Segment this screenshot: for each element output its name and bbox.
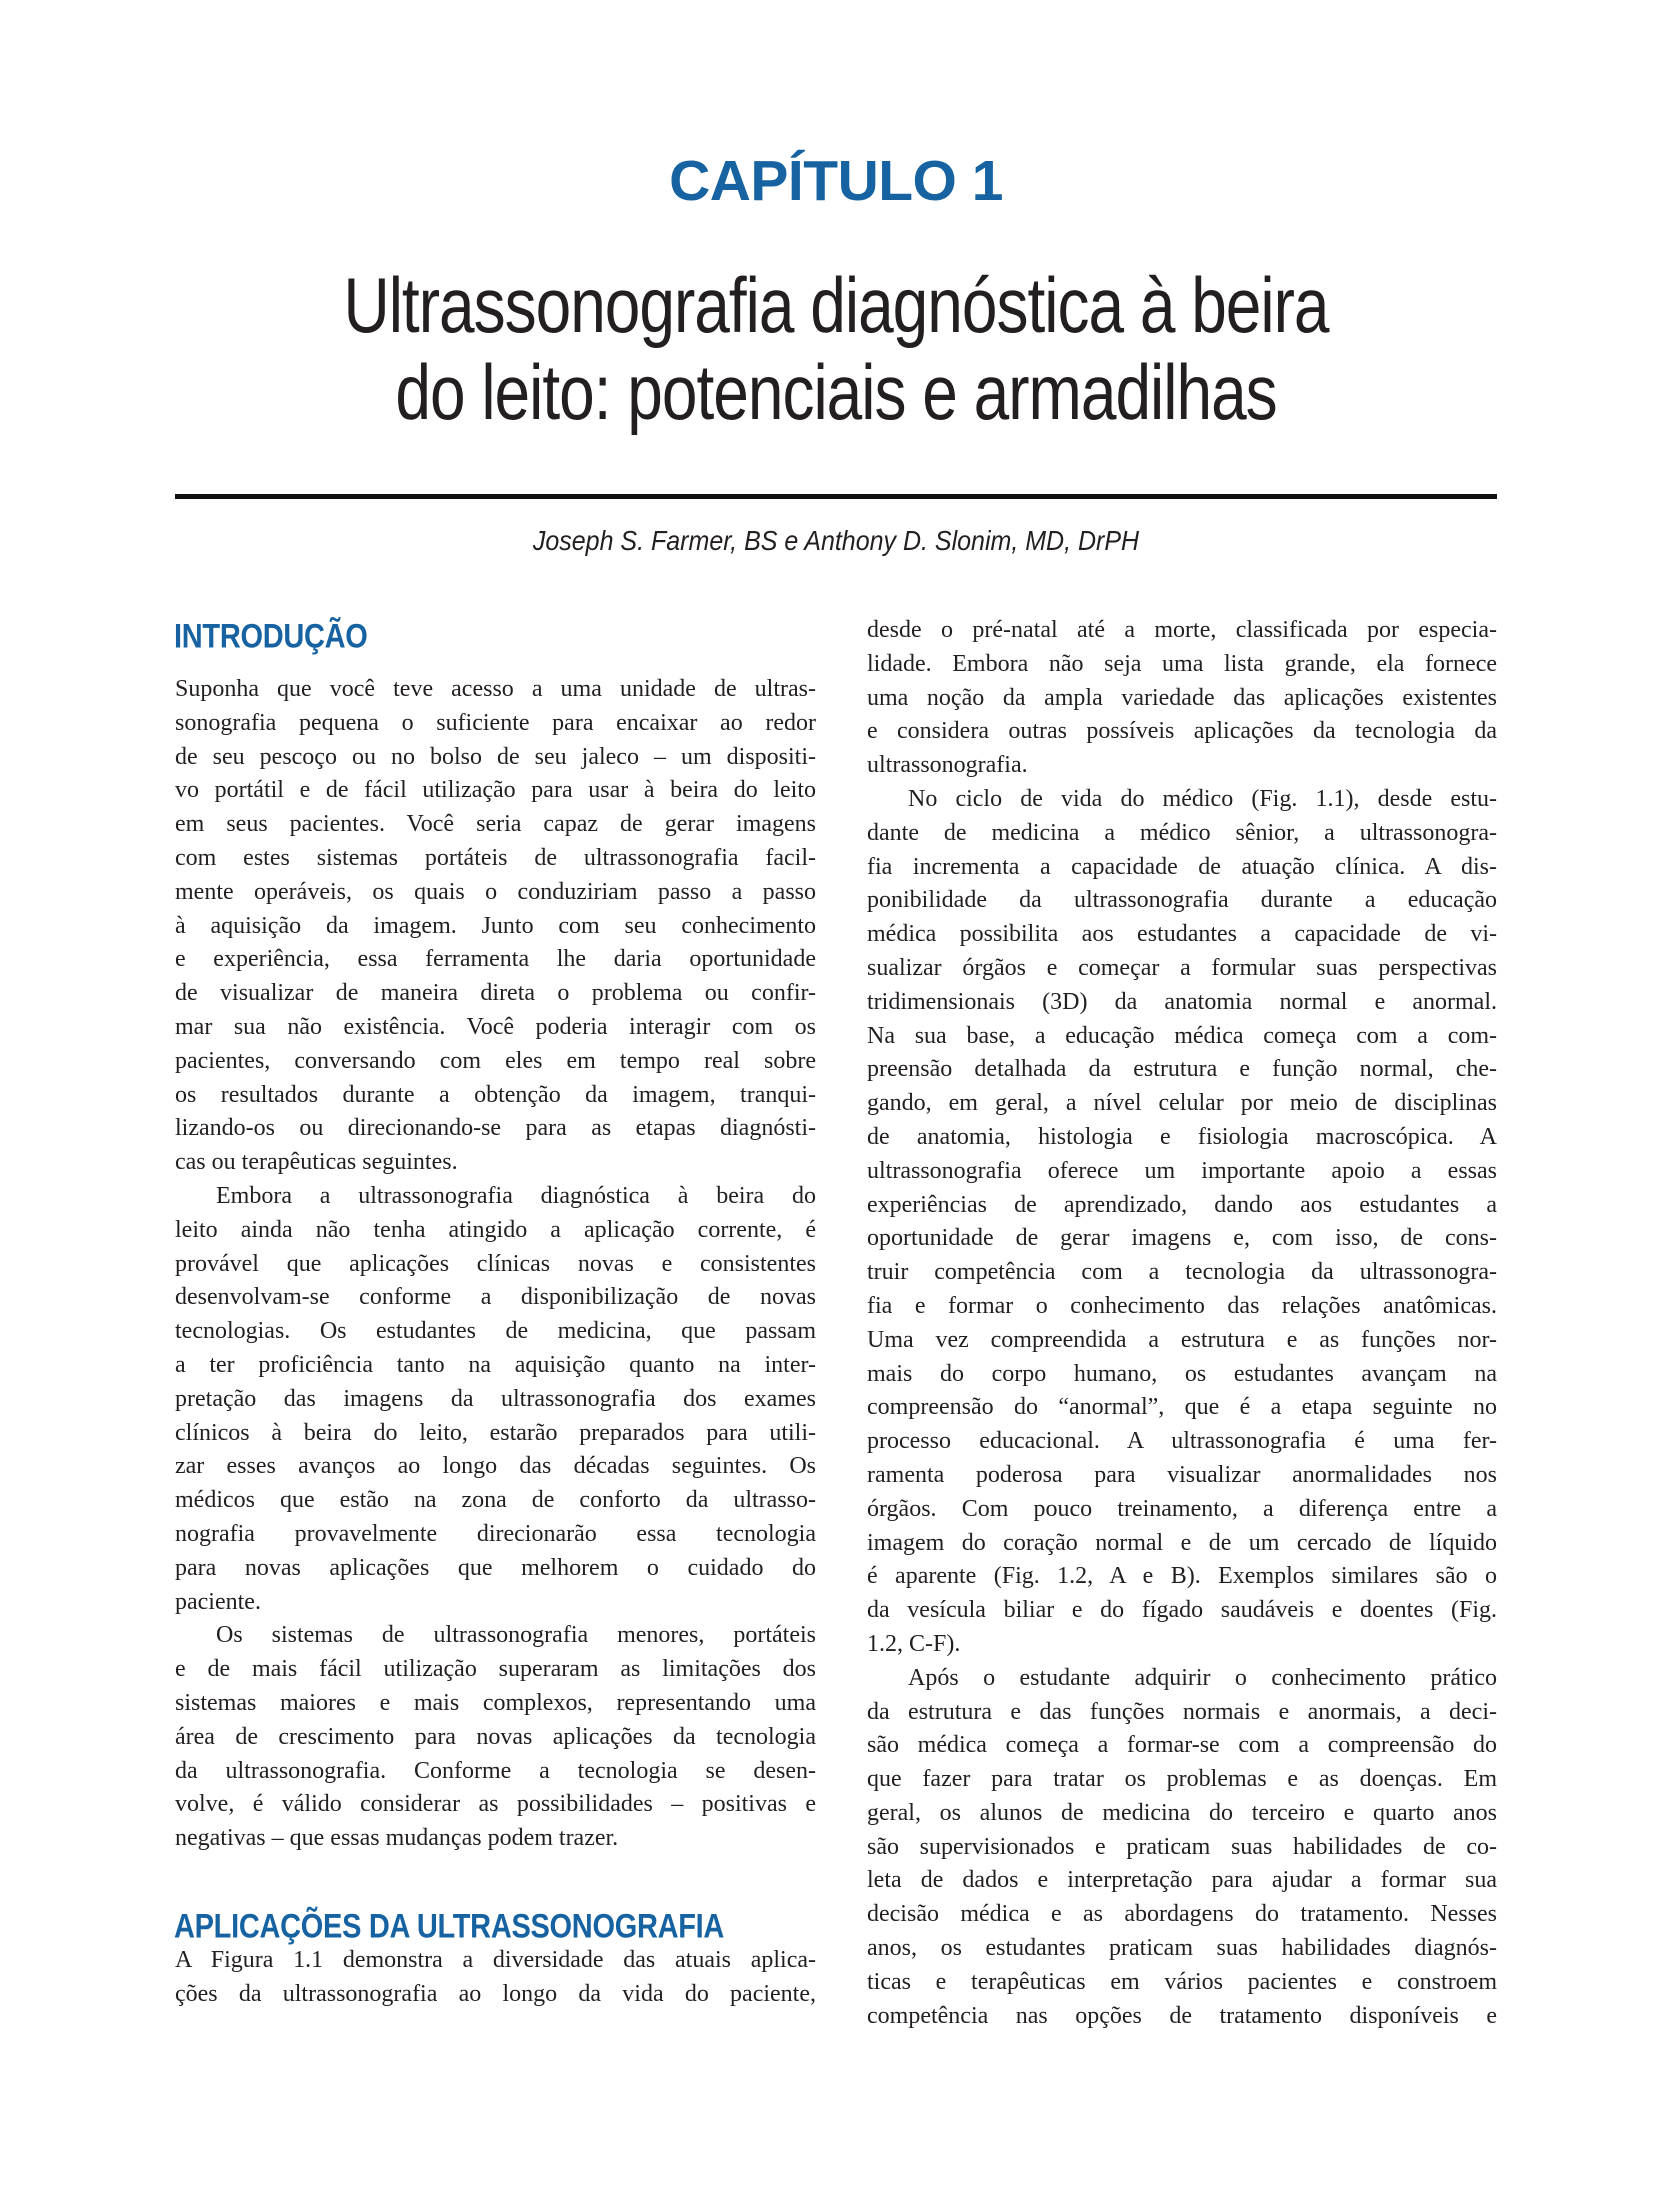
text-line: ponibilidade da ultrassonografia durante a educação	[867, 887, 1497, 914]
text-line: tecnologias. Os estudantes de medicina, que passam	[175, 1318, 816, 1345]
text-line: e considera outras possíveis aplicações da tecnologia da	[867, 718, 1497, 745]
paragraph	[867, 783, 1497, 1662]
text-line: da vesícula biliar e do fígado saudáveis e doentes (Fig.	[867, 1597, 1497, 1624]
text-line: nografia provavelmente direcionarão essa tecnologia	[175, 1520, 816, 1547]
text-line: mar sua não existência. Você poderia interagir com os	[175, 1013, 816, 1040]
text-line: Suponha que você teve acesso a uma unidade de ultras-	[175, 676, 816, 702]
authors-line: Joseph S. Farmer, BS e Anthony D. Slonim, MD, DrPH	[532, 525, 1140, 557]
text-line: uma noção da ampla variedade das aplicações existentes	[867, 684, 1497, 711]
text-line: os resultados durante a obtenção da imagem, tranqui-	[175, 1081, 816, 1108]
text-line: e experiência, essa ferramenta lhe daria oportunidade	[175, 946, 816, 973]
text-line: desenvolvam-se conforme a disponibilização de novas	[175, 1284, 816, 1311]
text-line: anos, os estudantes praticam suas habilidades diagnós-	[867, 1935, 1497, 1962]
text-line: a ter proficiência tanto na aquisição quanto na inter-	[175, 1351, 816, 1378]
text-line: pretação das imagens da ultrassonografia dos exames	[175, 1385, 816, 1412]
text-line: médica possibilita aos estudantes a capacidade de vi-	[867, 921, 1497, 948]
text-line: volve, é válido considerar as possibilidades – positivas e	[175, 1791, 816, 1818]
text-line: Na sua base, a educação médica começa com a com-	[867, 1022, 1497, 1049]
text-line: dante de medicina a médico sênior, a ultrassonogra-	[867, 819, 1497, 846]
text-line: gando, em geral, a nível celular por meio de disciplinas	[867, 1090, 1497, 1117]
text-line: de seu pescoço ou no bolso de seu jaleco – um dispositi-	[175, 743, 816, 770]
left-column-applications-text	[175, 1944, 816, 2012]
section-heading-aplicacoes: APLICAÇÕES DA ULTRASSONOGRAFIA	[174, 1907, 725, 1946]
text-line: ções da ultrassonografia ao longo da vida do paciente,	[175, 1980, 816, 2007]
text-line: compreensão do “anormal”, que é a etapa seguinte no	[867, 1394, 1497, 1421]
paragraph	[175, 1180, 816, 1619]
chapter-title-line-2: do leito: potenciais e armadilhas	[395, 348, 1277, 437]
paragraph	[175, 1944, 816, 2012]
text-line: No ciclo de vida do médico (Fig. 1.1), desde estu-	[908, 785, 1497, 812]
text-line: e de mais fácil utilização superaram as limitações dos	[175, 1656, 816, 1683]
text-line: ultrassonografia oferece um importante apoio a essas	[867, 1157, 1497, 1184]
text-line: com estes sistemas portáteis de ultrassonografia facil-	[175, 844, 816, 871]
paragraph	[867, 614, 1497, 783]
text-line: 1.2, C-F).	[867, 1630, 961, 1657]
text-line: Após o estudante adquirir o conhecimento prático	[908, 1664, 1497, 1691]
text-line: que fazer para tratar os problemas e as doenças. Em	[867, 1766, 1497, 1793]
text-line: ticas e terapêuticas em vários pacientes e constroem	[867, 1968, 1497, 1995]
text-line: A Figura 1.1 demonstra a diversidade das atuais aplica-	[175, 1947, 816, 1973]
text-line: da ultrassonografia. Conforme a tecnologia se desen-	[175, 1757, 816, 1784]
text-line: decisão médica e as abordagens do tratamento. Nesses	[867, 1901, 1497, 1928]
text-line: vo portátil e de fácil utilização para usar à beira do leito	[175, 777, 816, 804]
text-line: sistemas maiores e mais complexos, representando uma	[175, 1689, 816, 1716]
section-heading-introducao: INTRODUÇÃO	[174, 617, 368, 656]
text-line: experiências de aprendizado, dando aos estudantes a	[867, 1191, 1497, 1218]
text-line: zar esses avanços ao longo das décadas seguintes. Os	[175, 1453, 816, 1480]
text-line: provável que aplicações clínicas novas e consistentes	[175, 1250, 816, 1277]
text-line: ramenta poderosa para visualizar anormalidades nos	[867, 1461, 1497, 1488]
text-line: são supervisionados e praticam suas habilidades de co-	[867, 1833, 1497, 1860]
text-line: à aquisição da imagem. Junto com seu conhecimento	[175, 912, 816, 939]
text-line: são médica começa a formar-se com a compreensão do	[867, 1732, 1497, 1759]
text-line: fia e formar o conhecimento das relações anatômicas.	[867, 1292, 1497, 1319]
text-line: leito ainda não tenha atingido a aplicação corrente, é	[175, 1216, 816, 1243]
text-line: Embora a ultrassonografia diagnóstica à beira do	[216, 1182, 816, 1209]
chapter-title-line-1: Ultrassonografia diagnóstica à beira	[343, 261, 1329, 350]
text-line: lizando-os ou direcionando-se para as etapas diagnósti-	[175, 1115, 816, 1142]
text-line: para novas aplicações que melhorem o cuidado do	[175, 1554, 816, 1581]
text-line: ultrassonografia.	[867, 752, 1028, 779]
left-column-introduction-text	[175, 673, 816, 1856]
text-line: oportunidade de gerar imagens e, com isso, de cons-	[867, 1225, 1497, 1252]
text-line: desde o pré-natal até a morte, classificada por especia-	[867, 617, 1497, 643]
text-line: tridimensionais (3D) da anatomia normal e anormal.	[867, 988, 1497, 1015]
text-line: Os sistemas de ultrassonografia menores, portáteis	[216, 1622, 816, 1649]
text-line: Uma vez compreendida a estrutura e as funções nor-	[867, 1326, 1497, 1353]
chapter-label: CAPÍTULO 1	[669, 149, 1003, 213]
text-line: mais do corpo humano, os estudantes avançam na	[867, 1360, 1497, 1387]
text-line: órgãos. Com pouco treinamento, a diferença entre a	[867, 1495, 1497, 1522]
text-line: mente operáveis, os quais o conduziriam passo a passo	[175, 878, 816, 905]
text-line: negativas – que essas mudanças podem trazer.	[175, 1825, 619, 1852]
text-line: pacientes, conversando com eles em tempo real sobre	[175, 1047, 816, 1074]
text-line: competência nas opções de tratamento disponíveis e	[867, 2002, 1497, 2029]
text-line: cas ou terapêuticas seguintes.	[175, 1149, 458, 1176]
title-divider-rule	[175, 494, 1497, 499]
right-column-text	[867, 614, 1497, 2033]
paragraph	[867, 1662, 1497, 2034]
text-line: de anatomia, histologia e fisiologia macroscópica. A	[867, 1123, 1497, 1150]
text-line: de visualizar de maneira direta o problema ou confir-	[175, 980, 816, 1007]
text-line: é aparente (Fig. 1.2, A e B). Exemplos similares são o	[867, 1563, 1497, 1590]
text-line: fia incrementa a capacidade de atuação clínica. A dis-	[867, 853, 1497, 880]
text-line: área de crescimento para novas aplicações da tecnologia	[175, 1723, 816, 1750]
text-line: sonografia pequena o suficiente para encaixar ao redor	[175, 709, 816, 736]
text-line: lidade. Embora não seja uma lista grande, ela fornece	[867, 650, 1497, 677]
text-line: clínicos à beira do leito, estarão preparados para utili-	[175, 1419, 816, 1446]
paragraph	[175, 1619, 816, 1856]
text-line: médicos que estão na zona de conforto da ultrasso-	[175, 1487, 816, 1514]
text-line: paciente.	[175, 1588, 261, 1615]
text-line: truir competência com a tecnologia da ultrassonogra-	[867, 1259, 1497, 1286]
text-line: preensão detalhada da estrutura e função normal, che-	[867, 1056, 1497, 1083]
text-line: em seus pacientes. Você seria capaz de gerar imagens	[175, 811, 816, 838]
text-line: geral, os alunos de medicina do terceiro e quarto anos	[867, 1799, 1497, 1826]
paragraph	[175, 673, 816, 1180]
text-line: processo educacional. A ultrassonografia é uma fer-	[867, 1428, 1497, 1455]
text-line: sualizar órgãos e começar a formular suas perspectivas	[867, 954, 1497, 981]
text-line: imagem do coração normal e de um cercado de líquido	[867, 1529, 1497, 1556]
text-line: leta de dados e interpretação para ajudar a formar sua	[867, 1867, 1497, 1894]
text-line: da estrutura e das funções normais e anormais, a deci-	[867, 1698, 1497, 1725]
